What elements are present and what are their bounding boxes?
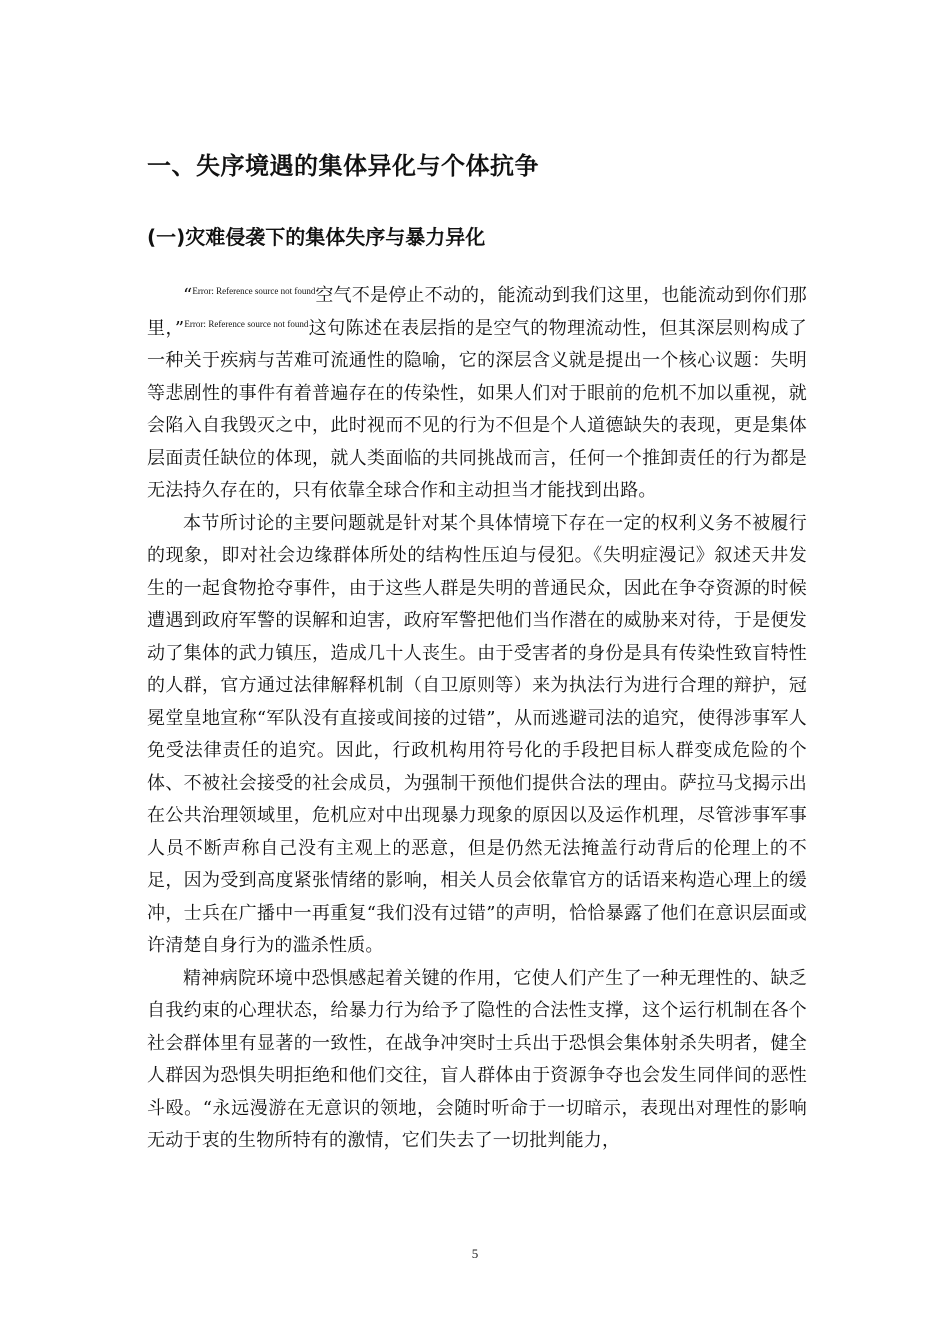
subsection-heading: (一)灾难侵袭下的集体失序与暴力异化 [147, 225, 486, 249]
reference-error-2: Error: Reference source not found [184, 318, 309, 329]
page-number: 5 [471, 1246, 479, 1261]
paragraph-1-text-b: 这句陈述在表层指的是空气的物理流动性，但其深层则构成了一种关于疾病与苦难可流通性的隐喻，它的深层含义就是提出一个核心议题：失明等悲剧性的事件有着普遍存在的传染性，如果人们对于眼前的危机不加以重视，就会陷入自我毁灭之中，此时视而不见的行为不但是个人道德缺失的表现，更是集体层面责任缺位的体现，就人类面临的共同挑战而言，任何一个推卸责任的行为都是无法持久存在的，只有依靠全球合作和主动担当才能找到出路。 [147, 317, 807, 501]
paragraph-3: 精神病院环境中恐惧感起着关键的作用，它使人们产生了一种无理性的、缺乏自我约束的心理状态，给暴力行为给予了隐性的合法性支撑，这个运行机制在各个社会群体里有显著的一致性，在战争冲突时士兵出于恐惧会集体射杀失明者，健全人群因为恐惧失明拒绝和他们交往，盲人群体由于资源争夺也会发生同伴间的恶性斗殴。“永远漫游在无意识的领地，会随时听命于一切暗示，表现出对理性的影响无动于衷的生物所特有的激情，它们失去了一切批判能力， [147, 967, 807, 1151]
reference-error-1: Error: Reference source not found [192, 286, 316, 296]
paragraph-1-text-a: 空气不是停止不动的，能流动到我们这里，也能流动到你们那里，” [147, 285, 807, 339]
paragraph-1 [147, 280, 807, 508]
quote-mark: “ [183, 285, 193, 306]
body-text [147, 280, 807, 1158]
paragraph-2: 本节所讨论的主要问题就是针对某个具体情境下存在一定的权利义务不被履行的现象，即对社会边缘群体所处的结构性压迫与侵犯。《失明症漫记》叙述天井发生的一起食物抢夺事件，由于这些人群是失明的普通民众，因此在争夺资源的时候遭遇到政府军警的误解和迫害，政府军警把他们当作潜在的威胁来对待，于是便发动了集体的武力镇压，造成几十人丧生。由于受害者的身份是具有传染性致盲特性的人群，官方通过法律解释机制（自卫原则等）来为执法行为进行合理的辩护，冠冕堂皇地宣称“军队没有直接或间接的过错”，从而逃避司法的追究，使得涉事军人免受法律责任的追究。因此，行政机构用符号化的手段把目标人群变成危险的个体、不被社会接受的社会成员，为强制干预他们提供合法的理由。萨拉马戈揭示出在公共治理领域里，危机应对中出现暴力现象的原因以及运作机理，尽管涉事军事人员不断声称自己没有主观上的恶意，但是仍然无法掩盖行动背后的伦理上的不足，因为受到高度紧张情绪的影响，相关人员会依靠官方的话语来构造心理上的缓冲，士兵在广播中一再重复“我们没有过错”的声明，恰恰暴露了他们在意识层面或许清楚自身行为的滥杀性质。 [147, 512, 807, 956]
section-heading: 一、失序境遇的集体异化与个体抗争 [147, 152, 539, 180]
